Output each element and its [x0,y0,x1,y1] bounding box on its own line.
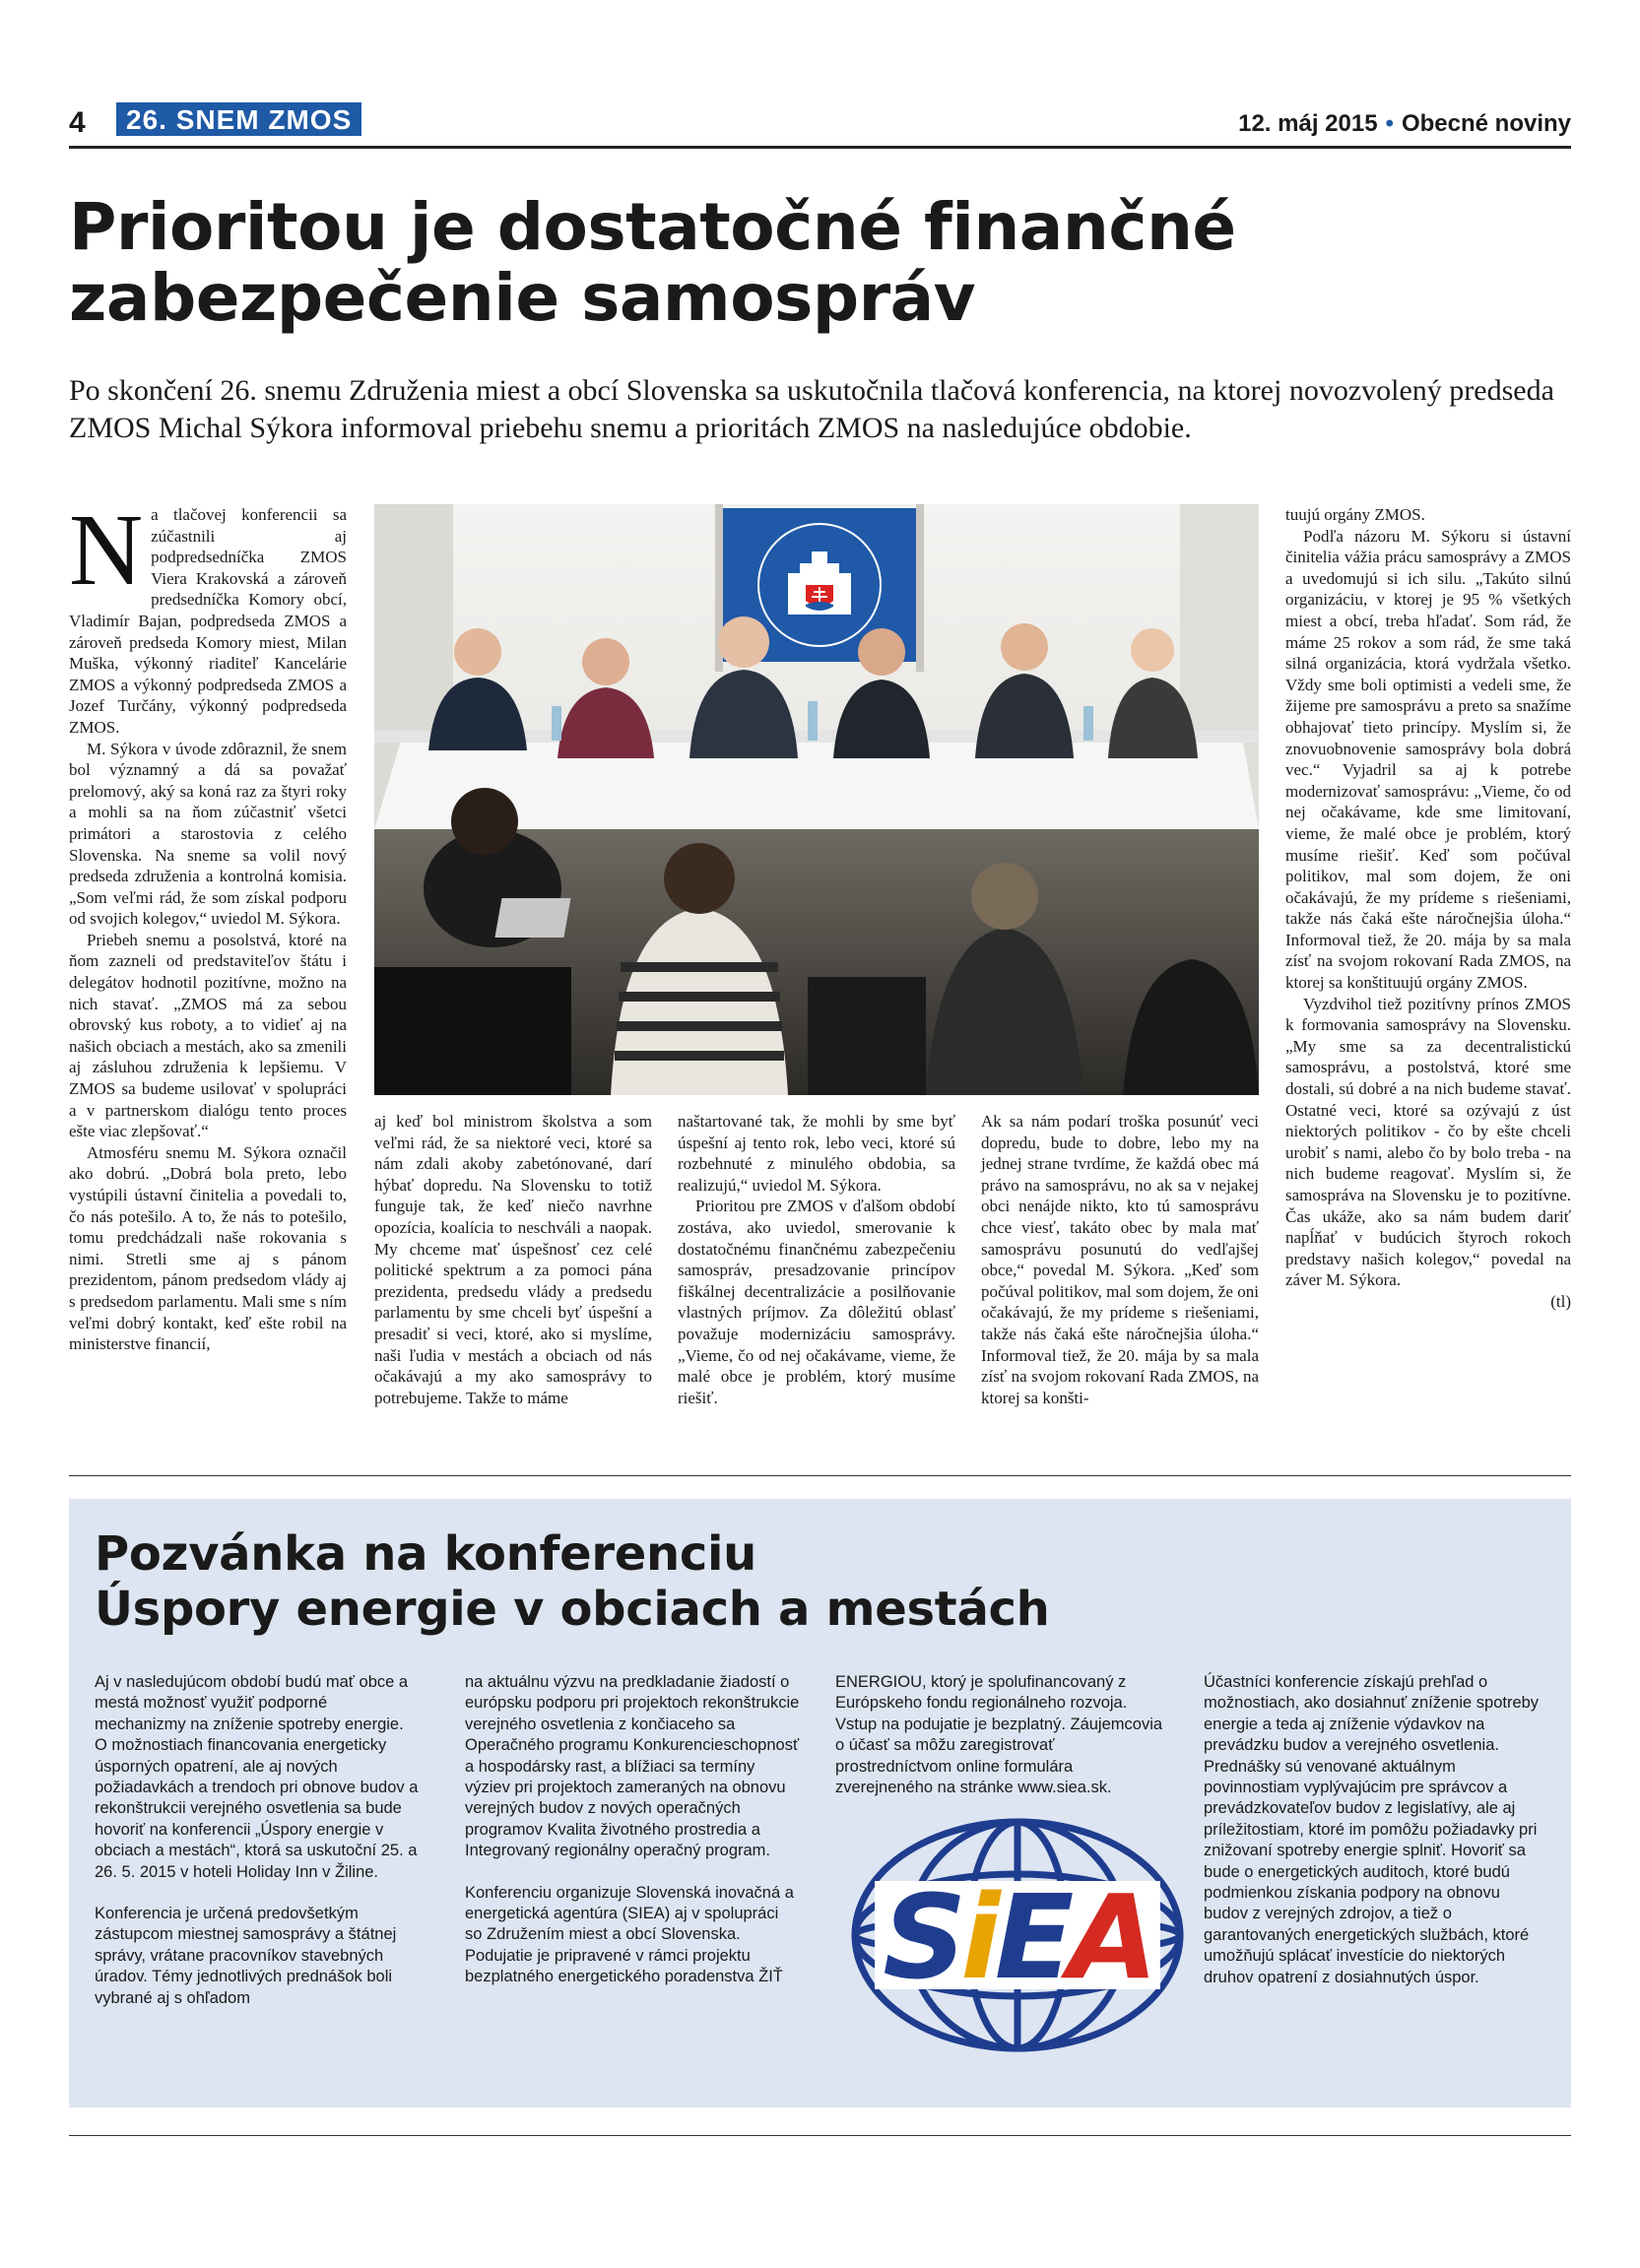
paragraph: Konferenciu organizuje Slovenská inovačná a energetická agentúra (SIEA) aj v spolupráci so Združením miest a obcí Slovenska. Podujatie je pripravené v rámci projektu bezplatného energetického poradenstva ŽIŤ [465,1883,794,1986]
paragraph: aj keď bol ministrom školstva a som veľmi rád, že sa niektoré veci, ktoré sa nám zdali akoby zabetónované, darí hýbať dopredu. Na Slovensku to totiž funguje tak, že keď niečo navrhne opozícia, koalícia to neschváli a naopak. My chceme mať úspešnosť cez celé politické spektrum a za pomoci pána prezidenta, predsedu vlády a predsedu parlamentu by sme chceli byť úspešní a presadiť si veci, ktoré, ako si myslíme, naši ľudia v mestách a obciach od nás očakávajú a my ako samosprávy to potrebujeme. Takže to máme [374,1112,652,1407]
invitation-column-2 [465,1672,800,2009]
article-column-4 [981,1111,1259,1408]
paragraph: Účastníci konferencie získajú prehľad o možnostiach, ako dosiahnuť zníženie spotreby energie a teda aj zníženie výdavkov na prevádzku budov a verejného osvetlenia. Prednášky sú venované aktuálnym povinnostiam vyplývajúcim pre správcov a prevádzkovateľov budov z legislatívy, ale aj príležitostiam, ktoré im pomôžu požiadavky pri znižovaní spotreby energie splniť. Hovoriť sa bude o energetických auditoch, ktoré budú podmienkou získania podpory na obnovu budov z verejných zdrojov, a tiež o garantovaných energetických službách, ktoré umožňujú splácať investície do niektorých druhov opatrení z dosiahnutých úspor. [1204,1673,1540,1986]
article-column-1 [69,493,347,1355]
siea-logo-graphic [835,1812,1200,2058]
press-conference-photo [374,504,1259,1095]
article-title: Prioritou je dostatočné finančné zabezpečenie samospráv [69,189,1236,336]
paragraph: Vyzdvihol tiež pozitívny prínos ZMOS k formovania samosprávy na Slovensku. „My sme sa za decentralistickú samosprávu, a postolstvá, ktoré sme dostali, sú dobré a na nich budeme stavať. Ostatné veci, ktoré sa ozývajú z úst niektorých politikov - čo by ešte chceli urobiť s nami, alebo čo by bolo treba - na nich budeme reagovať. Myslím si, že samospráva na Slovensku je to pozitívne. Čas ukáže, ako sa nám budem dariť napĺňať v budúcich štyroch rokoch predstavy našich kolegov,“ povedal na záver M. Sýkora. [1285,994,1571,1290]
author-signature: (tl) [1550,1291,1571,1311]
invitation-title: Pozvánka na konferenciu Úspory energie v obciach a mestách [95,1526,1050,1637]
paragraph: tuujú orgány ZMOS. [1285,505,1425,524]
invitation-column-4 [1204,1672,1548,2009]
paragraph: Podľa názoru M. Sýkoru si ústavní činitelia vážia prácu samosprávy a ZMOS a uvedomujú si ich silu. „Takúto silnú organizáciu, v ktorej je 95 % všetkých miest a obcí, treba hľadať. Som rád, že máme 25 rokov a som rád, že sme taká silná organizácia, ktorá vydržala všetko. Vždy sme boli optimisti a vedeli sme, že žijeme pre samosprávu a preto sa snažíme obhajovať tieto princípy. Myslím si, že znovuobnovenie samosprávy bola dobrá vec.“ Vyjadril sa aj k potrebe modernizovať samosprávu: „Vieme, čo od nej očakávame, kde sme limitovaní, vieme, že malé obce je problém, ktorý musíme riešiť. Keď som počúval politikov, mal som dojem, že oni očakávajú, že my prídeme s riešeniami, takže nás čaká ešte náročnejšia úloha.“ Informoval tiež, že 20. mája by sa mala zísť na svojom rokovaní Rada ZMOS, na ktorej sa konštituujú orgány ZMOS. [1285,526,1571,993]
invitation-column-1 [95,1672,420,2030]
siea-logo [835,1812,1200,2058]
siea-logo-text: SiEA [883,1869,1152,2005]
paragraph: Aj v nasledujúcom období budú mať obce a mestá možnosť využiť podporné mechanizmy na zníženie spotreby energie. O možnostiach financovania energeticky úsporných opatrení, ale aj nových požiadavkách a trendoch pri obnove budov a rekonštrukcii verejného osvetlenia sa bude hovoriť na konferencii „Úspory energie v obciach a mestách“, ktorá sa uskutoční 25. a 26. 5. 2015 v hoteli Holiday Inn v Žiline. [95,1673,419,1881]
paragraph: Konferencia je určená predovšetkým zástupcom miestnej samosprávy a štátnej správy, vrátane pracovníkov stavebných úradov. Témy jednotlivých prednášok boli vybrané aj s ohľadom [95,1905,397,2007]
invitation-column-3 [835,1672,1170,1819]
drop-cap: N [69,493,144,607]
paragraph: na aktuálnu výzvu na predkladanie žiadostí o európsku podporu pri projektoch rekonštrukcie verejného osvetlenia z končiaceho sa Operačného programu Konkurencieschopnosť a hospodársky rast, a blížiaci sa termíny výziev pri projektoch zameraných na obnovu verejných budov z nových operačných programov Kvalita životného prostredia a Integrovaný regionálny operačný program. [465,1673,800,1860]
issue-info [1238,110,1571,138]
paragraph: Priebeh snemu a posolstvá, ktoré na ňom zazneli od predstaviteľov štátu i delegátov hodnotil pozitívne, možno na nich stavať. „ZMOS má za sebou obrovský kus roboty, a to vidieť aj na našich obciach a mestách, ako sa zmenili aj zásluhou združenia k lepšiemu. V ZMOS sa budeme usilovať v spolupráci a v partnerskom dialógu tento proces ešte viac zlepšovať.“ [69,930,347,1141]
page-number: 4 [69,106,86,139]
article-column-2 [374,1111,652,1408]
paragraph: Na tlačovej konferencii sa zúčastnili aj podpredsedníčka ZMOS Viera Krakovská a zároveň predsedníčka Komory obcí, Vladimír Bajan, podpredseda ZMOS a zároveň predseda Komory miest, Milan Muška, výkonný riaditeľ Kancelárie ZMOS a výkonný podpredseda ZMOS a Jozef Turčány, výkonný podpredseda ZMOS. [69,493,347,737]
article-column-3 [678,1111,955,1408]
article-lead: Po skončení 26. snemu Združenia miest a obcí Slovenska sa uskutočnila tlačová konferencia, na ktorej novozvolený predseda ZMOS Michal Sýkora informoval priebehu snemu a prioritách ZMOS na nasledujúce obdobie. [69,374,1554,444]
paragraph: Prioritou pre ZMOS v ďalšom období zostáva, ako uviedol, smerovanie k dostatočnému finančnému zabezpečeniu samospráv, presadzovanie princípov fiškálnej decentralizácie a posilňovanie vlastných príjmov. Za dôležitú oblasť považuje modernizáciu samosprávy. „Vieme, čo od nej očakávame, vieme, že malé obce je problém, ktorý musíme riešiť. [678,1197,955,1407]
article-end-rule [69,1475,1571,1476]
page-bottom-rule [69,2135,1571,2136]
publication-name: Obecné noviny [1401,110,1571,137]
paragraph: naštartované tak, že mohli by sme byť úspešní aj tento rok, lebo veci, ktoré sú rozbehnuté z minulého obdobia, sa realizujú,“ uviedol M. Sýkora. [678,1112,955,1195]
photo-illustration [374,504,1259,1095]
separator-dot: • [1385,110,1394,137]
issue-date: 12. máj 2015 [1238,110,1378,137]
header-rule [69,146,1571,149]
paragraph: Ak sa nám podarí troška posunúť veci dopredu, bude to dobre, lebo my na jednej strane tvrdíme, že každá obec má právo na samosprávu, no ak sa v nejakej obci nenájde nikto, kto tú samosprávu chce viesť, takáto obec by mala mať samosprávu posunutú do vedľajšej obce,“ povedal M. Sýkora. „Keď som počúval politikov, mal som dojem, že oni očakávajú, že my prídeme s riešeniami, takže nás čaká ešte náročnejšia úloha.“ Informoval tiež, že 20. mája by sa mala zísť na svojom rokovaní Rada ZMOS, na ktorej sa konšti- [981,1112,1259,1407]
section-tag: 26. SNEM ZMOS [116,102,361,136]
paragraph: Atmosféru snemu M. Sýkora označil ako dobrú. „Dobrá bola preto, lebo vystúpili ústavní činitelia a povedali to, čo nás potešilo. A to, že nás to potešilo, tomu predchádzali naše rokovania s nimi. Stretli sme aj s pánom prezidentom, pánom predsedom vlády aj s predsedom parlamentu. Mali sme s ním veľmi dobrý kontakt, keď ešte robil na ministerstve financií, [69,1142,347,1354]
paragraph: M. Sýkora v úvode zdôraznil, že snem bol významný a dá sa považať prelomový, aký sa koná raz za štyri roky a mohli sa na ňom zúčastniť všetci primátori a starostovia z celého Slovenska. Na sneme sa volil nový predseda združenia a kontrolná komisia. „Som veľmi rád, že som získal podporu od svojich kolegov,“ uviedol M. Sýkora. [69,739,347,929]
article-column-5 [1285,504,1571,1313]
paragraph: ENERGIOU, ktorý je spolufinancovaný z Európskeho fondu regionálneho rozvoja. Vstup na podujatie je bezplatný. Záujemcovia o účasť sa môžu zaregistrovať prostredníctvom online formulára zverejneného na stránke www.siea.sk. [835,1673,1163,1797]
